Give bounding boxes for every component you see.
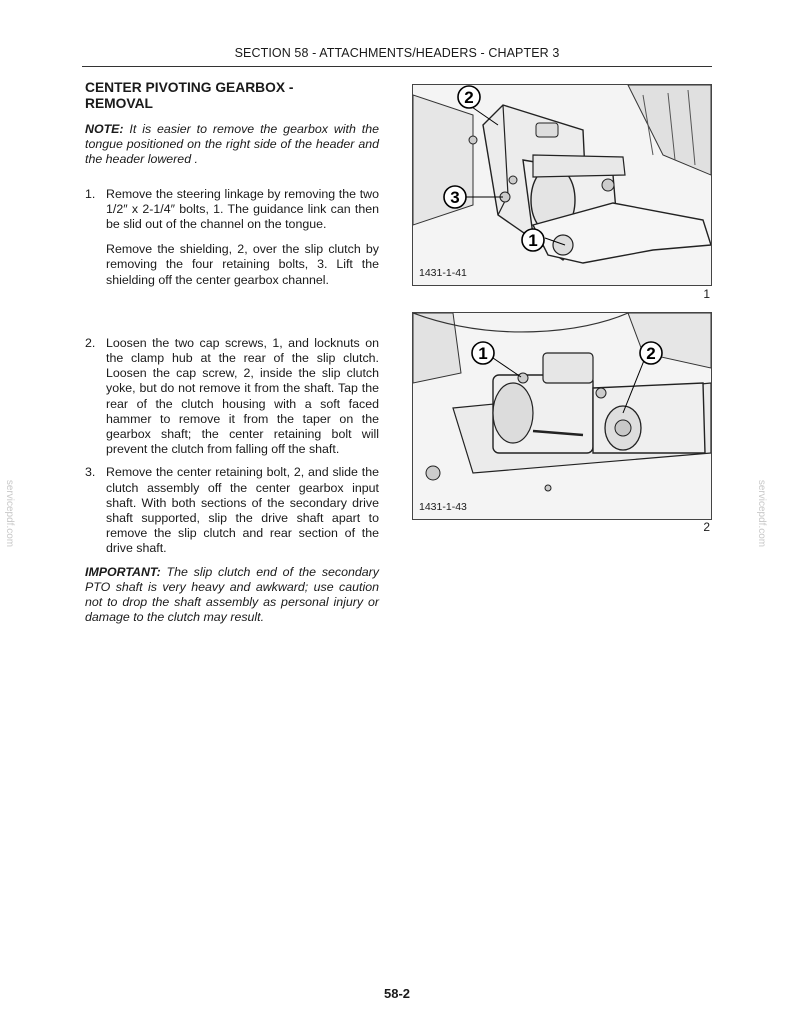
figure-2-illustration xyxy=(413,313,711,519)
important-paragraph xyxy=(85,565,379,626)
figure-code: 1431-1-43 xyxy=(419,501,467,513)
svg-text:1: 1 xyxy=(528,231,538,250)
section-heading xyxy=(85,80,315,112)
step-item xyxy=(85,465,379,556)
figure-number: 1 xyxy=(703,287,710,301)
step-number: 2. xyxy=(85,335,96,350)
svg-text:2: 2 xyxy=(646,344,656,363)
heading-line-1: CENTER PIVOTING GEARBOX - xyxy=(85,80,294,95)
figure-1-illustration xyxy=(413,85,711,285)
section-header: SECTION 58 - ATTACHMENTS/HEADERS - CHAPTER 3 xyxy=(234,46,560,60)
svg-text:2: 2 xyxy=(464,88,474,107)
svg-text:1: 1 xyxy=(478,344,488,363)
step-number: 1. xyxy=(85,186,96,201)
step-number: 3. xyxy=(85,465,96,480)
figure-code: 1431-1-41 xyxy=(419,267,467,279)
callout-2 xyxy=(640,342,662,364)
heading-line-2: REMOVAL xyxy=(85,96,153,111)
watermark-right: servicepdf.com xyxy=(756,479,768,548)
important-label: IMPORTANT: xyxy=(85,564,161,579)
note-label: NOTE: xyxy=(85,122,124,136)
figure-2 xyxy=(412,312,712,520)
callout-1 xyxy=(522,229,544,251)
callout-3 xyxy=(444,186,466,208)
important-text: The slip clutch end of the secondary PTO shaft is very heavy and awkward; use caution not to drop the shaft assembly as personal injury or damage to the clutch may result. xyxy=(85,564,379,625)
steps-list xyxy=(85,187,379,557)
watermark-left: servicepdf.com xyxy=(4,479,16,548)
step-item xyxy=(85,336,379,458)
figure-number: 2 xyxy=(703,520,710,534)
note-text: It is easier to remove the gearbox with the tongue positioned on the right side of the header and the header lowered . xyxy=(85,122,379,167)
text-column xyxy=(85,80,379,625)
figure-1 xyxy=(412,84,712,286)
step-paragraph: Remove the steering linkage by removing the two 1/2″ x 2-1/4″ bolts, 1. The guidance link can then be slid out of the channel on the tongue. xyxy=(106,186,379,232)
step-paragraph: Remove the shielding, 2, over the slip clutch by removing the four retaining bolts, 3. Lift the shielding off the center gearbox channel. xyxy=(106,242,379,287)
page-number: 58-2 xyxy=(383,986,411,1001)
header-rule xyxy=(82,66,712,67)
svg-text:3: 3 xyxy=(450,188,460,207)
callout-2 xyxy=(458,86,480,108)
step-paragraph: Loosen the two cap screws, 1, and locknuts on the clamp hub at the rear of the slip clutch. Loosen the cap screw, 2, inside the slip clutch yoke, but do not remove it from the shaft. Tap the rear of the clutch housing with a soft faced hammer to remove it from the taper on the gearbox shaft; the center retaining bolt will prevent the clutch from falling off the shaft. xyxy=(106,335,379,457)
callout-1 xyxy=(472,342,494,364)
step-paragraph: Remove the center retaining bolt, 2, and slide the clutch assembly off the center gearbox input shaft. With both sections of the secondary drive shaft supported, slip the drive shaft apart to remove the slip clutch and rear section of the drive shaft. xyxy=(106,465,379,556)
step-item xyxy=(85,187,379,288)
note-paragraph xyxy=(85,122,379,168)
